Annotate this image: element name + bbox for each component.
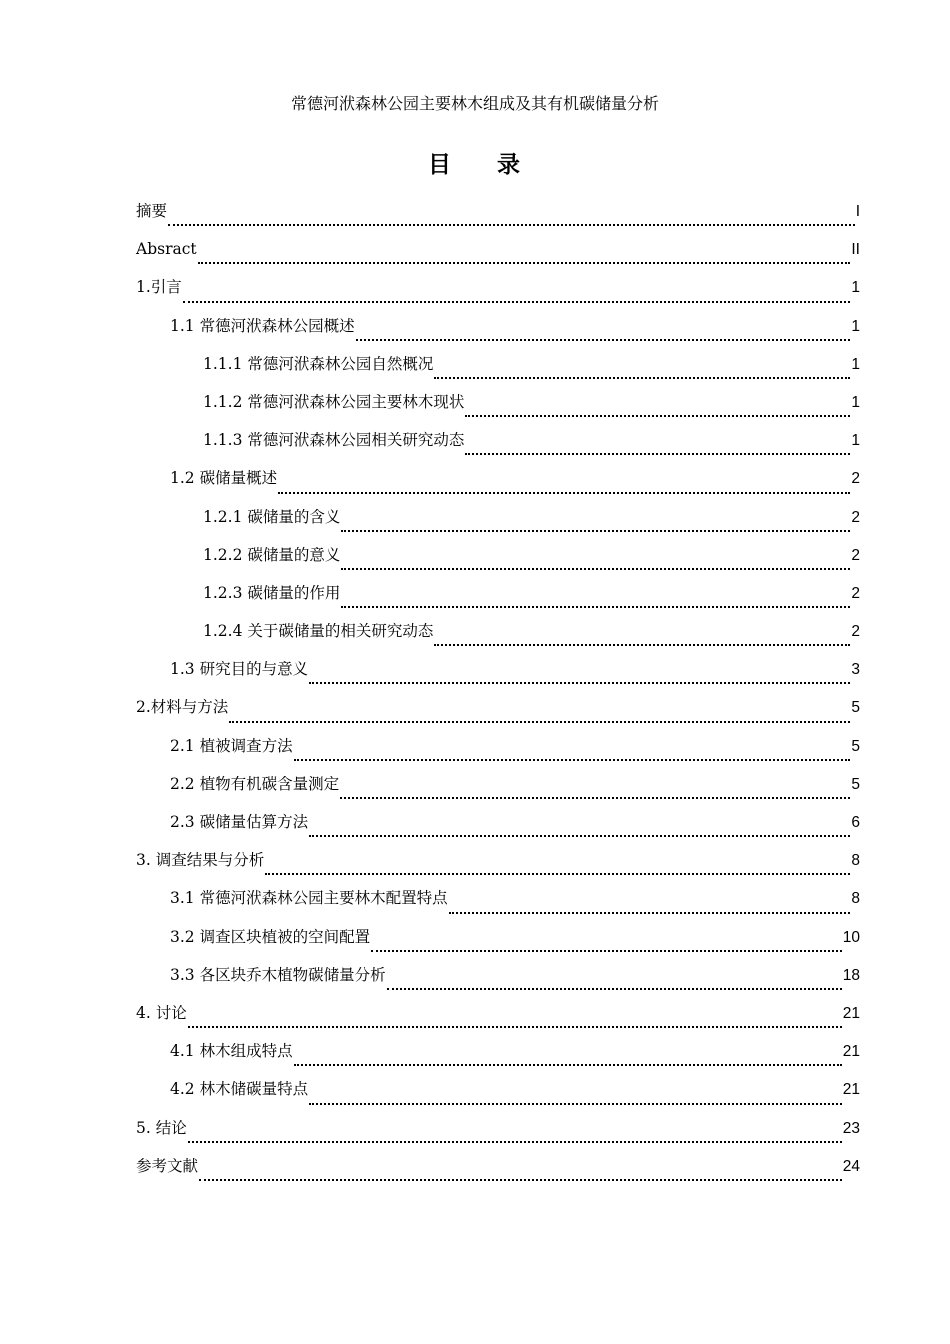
- toc-entry[interactable]: [136, 688, 860, 726]
- toc-entry-title: 1.3 研究目的与意义: [170, 660, 309, 679]
- toc-entry[interactable]: [136, 536, 860, 574]
- toc-dot-leader: [356, 327, 851, 341]
- toc-entry-title: 5. 结论: [136, 1118, 187, 1137]
- toc-entry-page-number: 24: [842, 1157, 860, 1175]
- toc-dot-leader: [341, 556, 850, 570]
- toc-dot-leader: [199, 1167, 842, 1181]
- toc-entry-title: 4. 讨论: [136, 1003, 187, 1022]
- toc-dot-leader: [434, 632, 850, 646]
- toc-entry-page-number: 1: [851, 432, 860, 450]
- toc-dot-leader: [198, 250, 851, 264]
- toc-entry-page-number: 23: [842, 1119, 860, 1137]
- toc-entry-page-number: 2: [851, 584, 860, 602]
- toc-entry-page-number: 1: [851, 317, 860, 335]
- toc-entry-title: 1.2.1 碳储量的含义: [203, 507, 341, 526]
- toc-entry[interactable]: [136, 345, 860, 383]
- toc-dot-leader: [309, 823, 850, 837]
- toc-entry-title: 2.1 植被调查方法: [170, 736, 293, 755]
- toc-entry-title: 2.2 植物有机碳含量测定: [170, 774, 340, 793]
- toc-entry-title: 1.1.1 常德河洑森林公园自然概况: [203, 354, 434, 373]
- toc-dot-leader: [341, 594, 850, 608]
- toc-entry-page-number: 5: [851, 775, 860, 793]
- toc-dot-leader: [341, 518, 850, 532]
- toc-dot-leader: [294, 1052, 842, 1066]
- toc-dot-leader: [340, 785, 850, 799]
- toc-dot-leader: [229, 709, 850, 723]
- toc-dot-leader: [294, 747, 851, 761]
- toc-entry[interactable]: [136, 727, 860, 765]
- toc-dot-leader: [465, 403, 850, 417]
- toc-title: [0, 150, 950, 180]
- toc-entry[interactable]: [136, 1109, 860, 1147]
- toc-entry-title: 1.2.2 碳储量的意义: [203, 545, 341, 564]
- toc-entry-page-number: 2: [851, 508, 860, 526]
- table-of-contents: [136, 192, 860, 1185]
- toc-entry-page-number: 1: [851, 393, 860, 411]
- toc-title-part2: 录: [497, 152, 522, 178]
- toc-entry-page-number: 5: [851, 699, 860, 717]
- toc-entry[interactable]: [136, 1032, 860, 1070]
- toc-entry-page-number: 2: [851, 470, 860, 488]
- toc-entry-title: Absract: [136, 240, 197, 259]
- document-header: 常德河洑森林公园主要林木组成及其有机碳储量分析: [290, 94, 659, 113]
- toc-entry[interactable]: [136, 1147, 860, 1185]
- toc-entry-title: 摘要: [136, 202, 168, 220]
- toc-entry-page-number: 6: [851, 814, 860, 831]
- toc-dot-leader: [188, 1014, 842, 1028]
- toc-entry-page-number: II: [851, 241, 860, 259]
- toc-dot-leader: [168, 212, 855, 226]
- toc-entry-page-number: 21: [842, 1043, 860, 1061]
- toc-dot-leader: [278, 480, 850, 494]
- toc-dot-leader: [449, 900, 851, 914]
- toc-dot-leader: [309, 670, 850, 684]
- toc-entry[interactable]: [136, 612, 860, 650]
- toc-entry-page-number: 3: [851, 661, 860, 679]
- toc-entry[interactable]: [136, 383, 860, 421]
- toc-entry-title: 3. 调查结果与分析: [136, 851, 265, 870]
- toc-dot-leader: [387, 976, 842, 990]
- toc-entry-title: 1.引言: [136, 278, 182, 297]
- toc-entry-title: 1.1 常德河洑森林公园概述: [170, 316, 355, 335]
- toc-entry-page-number: 8: [851, 852, 860, 870]
- toc-entry[interactable]: [136, 1070, 860, 1108]
- toc-entry[interactable]: [136, 841, 860, 879]
- toc-dot-leader: [183, 289, 851, 303]
- toc-entry[interactable]: [136, 459, 860, 497]
- toc-dot-leader: [434, 365, 850, 379]
- toc-entry-title: 2.3 碳储量估算方法: [170, 813, 309, 831]
- toc-entry-page-number: 21: [842, 1004, 860, 1022]
- toc-entry-page-number: 1: [851, 355, 860, 373]
- toc-entry[interactable]: [136, 803, 860, 841]
- toc-dot-leader: [188, 1129, 842, 1143]
- toc-entry[interactable]: [136, 765, 860, 803]
- toc-entry-page-number: 2: [851, 546, 860, 564]
- toc-entry-page-number: 5: [851, 737, 860, 755]
- toc-dot-leader: [309, 1091, 842, 1105]
- toc-entry-title: 3.3 各区块乔木植物碳储量分析: [170, 965, 386, 984]
- toc-entry[interactable]: [136, 918, 860, 956]
- toc-entry[interactable]: [136, 307, 860, 345]
- toc-entry-page-number: 18: [842, 966, 860, 984]
- toc-entry[interactable]: [136, 574, 860, 612]
- toc-entry-title: 1.2 碳储量概述: [170, 469, 278, 488]
- toc-title-part1: 目: [428, 152, 453, 178]
- toc-dot-leader: [265, 861, 850, 875]
- toc-entry[interactable]: [136, 230, 860, 268]
- toc-entry-title: 1.2.3 碳储量的作用: [203, 583, 341, 602]
- toc-entry[interactable]: [136, 879, 860, 917]
- toc-entry[interactable]: [136, 421, 860, 459]
- toc-dot-leader: [371, 938, 842, 952]
- toc-entry-title: 1.1.2 常德河洑森林公园主要林木现状: [203, 392, 465, 411]
- toc-entry-page-number: I: [855, 203, 860, 220]
- toc-entry-title: 3.2 调查区块植被的空间配置: [170, 927, 371, 946]
- toc-entry-title: 1.2.4 关于碳储量的相关研究动态: [203, 622, 434, 641]
- toc-entry[interactable]: [136, 994, 860, 1032]
- toc-entry[interactable]: [136, 498, 860, 536]
- toc-entry[interactable]: [136, 192, 860, 230]
- toc-entry-page-number: 1: [851, 279, 860, 297]
- toc-entry-title: 3.1 常德河洑森林公园主要林木配置特点: [170, 889, 448, 908]
- toc-entry-page-number: 2: [851, 623, 860, 641]
- toc-entry-title: 1.1.3 常德河洑森林公园相关研究动态: [203, 431, 465, 450]
- toc-entry-page-number: 21: [842, 1081, 860, 1099]
- toc-entry[interactable]: [136, 956, 860, 994]
- toc-entry-title: 2.材料与方法: [136, 698, 229, 717]
- toc-entry[interactable]: [136, 650, 860, 688]
- toc-entry-page-number: 8: [851, 890, 860, 908]
- toc-dot-leader: [465, 441, 850, 455]
- toc-entry-title: 参考文献: [136, 1156, 199, 1175]
- toc-entry-title: 4.2 林木储碳量特点: [170, 1080, 309, 1099]
- toc-entry-page-number: 10: [842, 928, 860, 946]
- toc-entry[interactable]: [136, 268, 860, 306]
- toc-entry-title: 4.1 林木组成特点: [170, 1042, 293, 1061]
